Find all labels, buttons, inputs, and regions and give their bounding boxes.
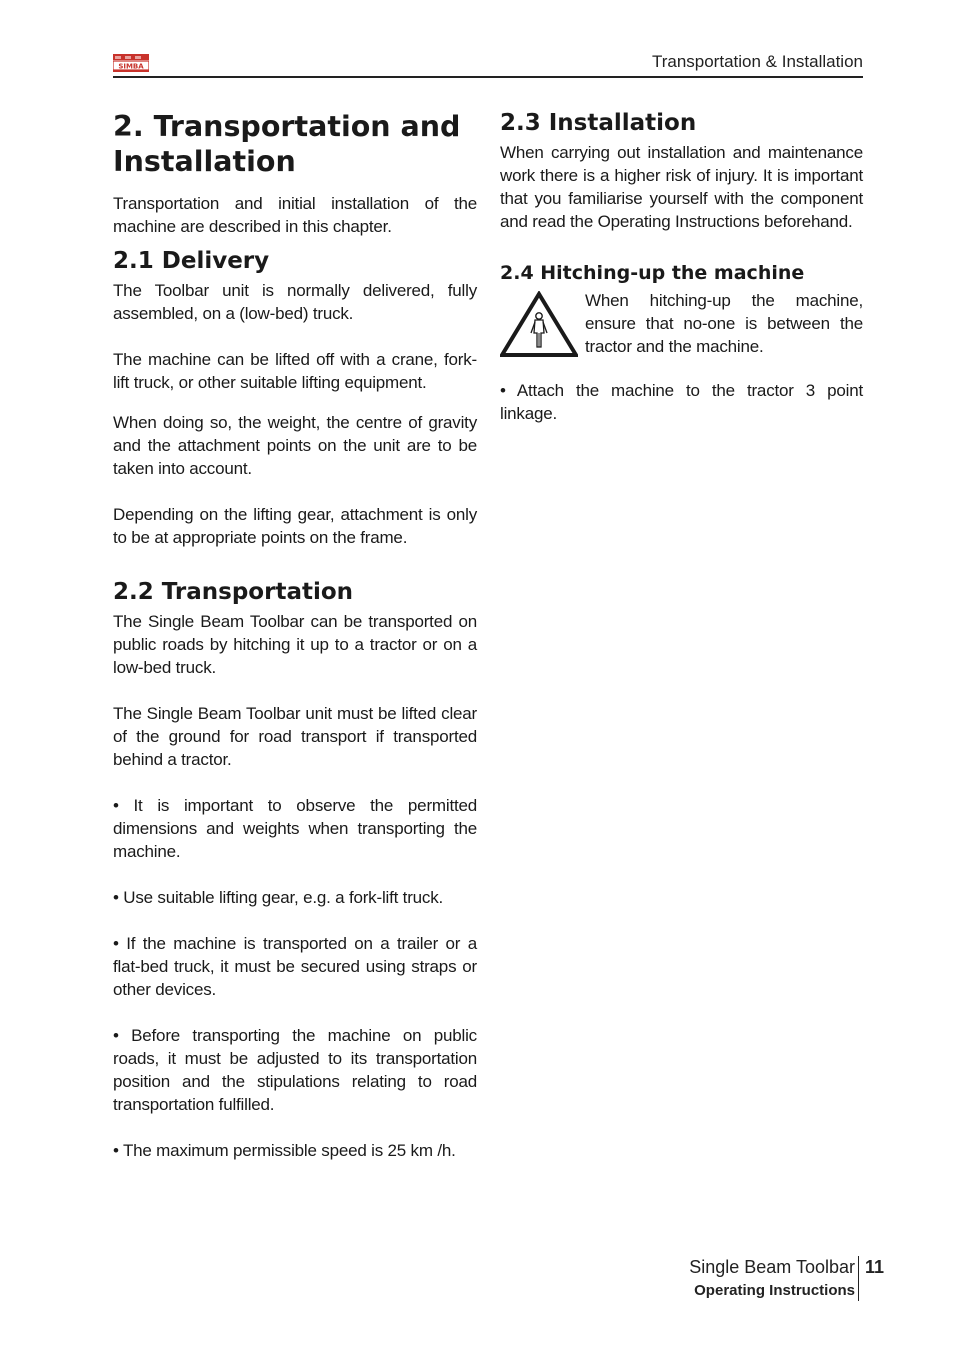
right-column <box>500 105 863 425</box>
transportation-bullet: • Use suitable lifting gear, e.g. a fork-lift truck. <box>113 888 444 907</box>
warning-person-icon <box>500 291 578 357</box>
left-column <box>113 105 477 1162</box>
svg-text:SIMBA: SIMBA <box>118 62 144 71</box>
hitching-paragraph: • Attach the machine to the tractor 3 point linkage. <box>500 381 863 423</box>
installation-paragraph: When carrying out installation and maintenance work there is a higher risk of injury. It is important that you familiarise yourself with the component and read the Operating Instructions beforehand. <box>500 143 863 231</box>
simba-logo <box>113 54 149 72</box>
delivery-paragraph: When doing so, the weight, the centre of gravity and the attachment points on the unit are to be taken into account. <box>113 413 477 478</box>
transportation-paragraph: The Single Beam Toolbar unit must be lifted clear of the ground for road transport if transported behind a tractor. <box>113 704 477 769</box>
transportation-paragraph: The Single Beam Toolbar can be transported on public roads by hitching it up to a tractor or on a low-bed truck. <box>113 612 477 677</box>
transportation-bullet: • The maximum permissible speed is 25 km /h. <box>113 1141 456 1160</box>
page-number: 11 <box>865 1257 885 1277</box>
transportation-bullet: • If the machine is transported on a trailer or a flat-bed truck, it must be secured using straps or other devices. <box>113 934 477 999</box>
delivery-paragraph: Depending on the lifting gear, attachment is only to be at appropriate points on the frame. <box>113 505 477 547</box>
footer-product-name: Single Beam Toolbar <box>689 1257 855 1277</box>
header-section-title: Transportation & Installation <box>651 52 863 71</box>
footer-divider <box>858 1256 859 1301</box>
transportation-heading: 2.2 Transportation <box>113 579 354 605</box>
hitching-heading: 2.4 Hitching-up the machine <box>500 262 805 284</box>
hitching-warning <box>500 289 863 359</box>
chapter-title: 2. Transportation and Installation <box>113 110 461 178</box>
installation-heading: 2.3 Installation <box>500 110 697 136</box>
transportation-bullet: • It is important to observe the permitted dimensions and weights when transporting the machine. <box>113 796 477 861</box>
delivery-paragraph: The Toolbar unit is normally delivered, fully assembled, on a (low-bed) truck. <box>113 281 477 323</box>
chapter-intro: Transportation and initial installation of the machine are described in this chapter. <box>113 194 477 236</box>
delivery-heading: 2.1 Delivery <box>113 248 270 274</box>
hitching-warning-text: When hitching-up the machine, ensure that no-one is between the tractor and the machine. <box>585 291 863 356</box>
delivery-paragraph: The machine can be lifted off with a crane, fork-lift truck, or other suitable lifting equipment. <box>113 350 477 392</box>
transportation-bullet: • Before transporting the machine on public roads, it must be adjusted to its transportation position and the stipulations relating to road transportation fulfilled. <box>113 1026 477 1114</box>
page-header <box>113 50 863 78</box>
footer-subtitle: Operating Instructions <box>694 1282 855 1299</box>
